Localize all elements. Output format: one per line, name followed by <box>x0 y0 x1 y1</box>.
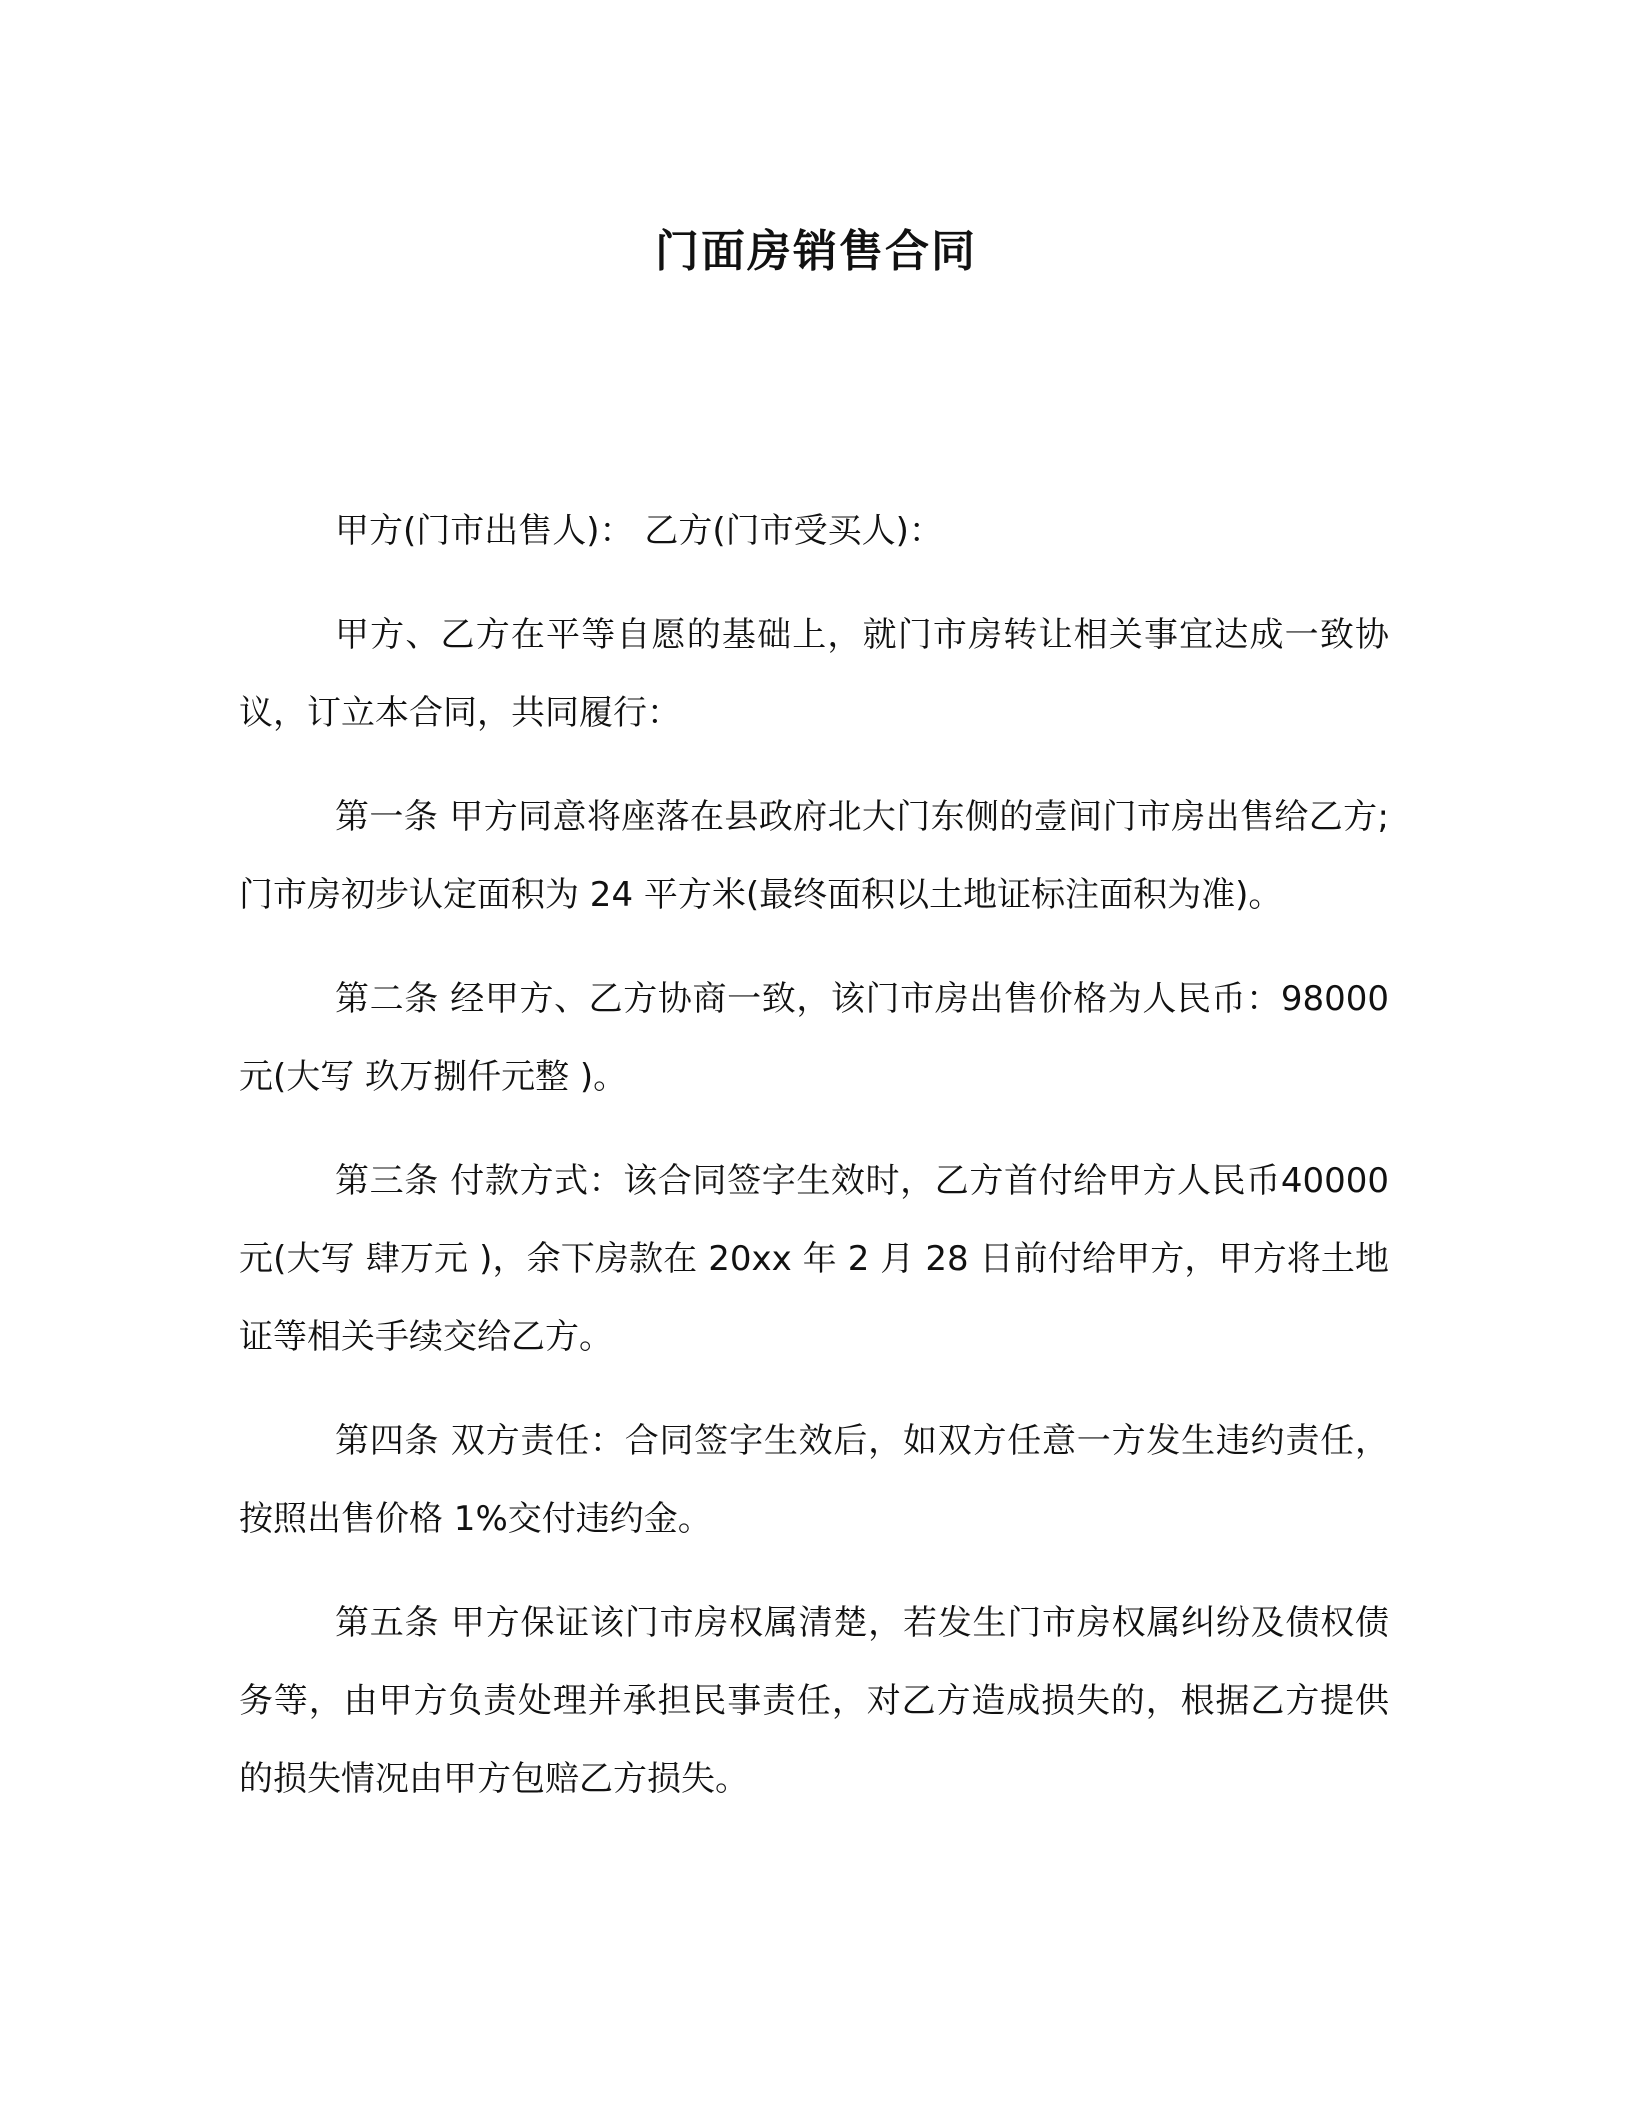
article-5: 第五条 甲方保证该门市房权属清楚，若发生门市房权属纠纷及债权债务等，由甲方负责处理并承担民事责任，对乙方造成损失的，根据乙方提供的损失情况由甲方包赔乙方损失。 <box>239 1603 1389 1799</box>
article-4: 第四条 双方责任：合同签字生效后，如双方任意一方发生违约责任，按照出售价格 1%交付违约金。 <box>239 1421 1389 1539</box>
article-3: 第三条 付款方式：该合同签字生效时，乙方首付给甲方人民币40000 元(大写 肆万元 )，余下房款在 20xx 年 2 月 28 日前付给甲方，甲方将土地证等相关手续交给乙方。 <box>239 1161 1389 1357</box>
article-1: 第一条 甲方同意将座落在县政府北大门东侧的壹间门市房出售给乙方;门市房初步认定面积为 24 平方米(最终面积以土地证标注面积为准)。 <box>239 797 1389 915</box>
document-title: 门面房销售合同 <box>655 226 977 277</box>
preamble-paragraph: 甲方、乙方在平等自愿的基础上，就门市房转让相关事宜达成一致协议，订立本合同，共同履行： <box>239 615 1389 733</box>
parties-line: 甲方(门市出售人)： 乙方(门市受买人)： <box>335 511 943 551</box>
article-2: 第二条 经甲方、乙方协商一致，该门市房出售价格为人民币：98000 元(大写 玖万捌仟元整 )。 <box>239 979 1389 1097</box>
document-body <box>239 492 1389 1844</box>
